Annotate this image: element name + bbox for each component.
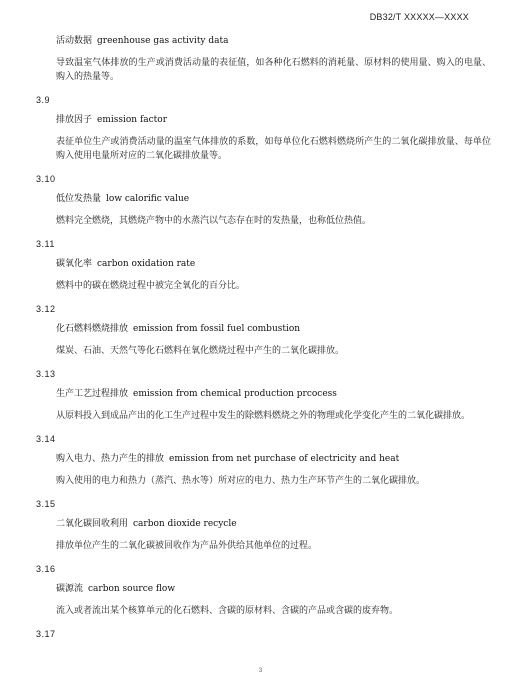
term-title-en: greenhouse gas activity data <box>97 36 229 46</box>
term-title-en: emission from chemical production prcocess <box>133 389 337 399</box>
term-title-zh: 活动数据 <box>56 36 93 46</box>
term-title-en: carbon oxidation rate <box>97 259 196 269</box>
term-title <box>56 453 491 465</box>
term-title <box>56 518 491 530</box>
term-title <box>56 258 491 270</box>
term-number: 3.9 <box>36 95 51 105</box>
page-number: 3 <box>258 668 263 674</box>
term-entry <box>36 369 491 423</box>
term-number: 3.15 <box>36 499 56 509</box>
term-title-en: low calorific value <box>106 194 190 204</box>
term-definition: 购入使用的电力和热力（蒸汽、热水等）所对应的电力、热力生产环节产生的二氧化碳排放。 <box>56 476 426 486</box>
term-title-en: emission factor <box>97 115 168 125</box>
term-definition: 从原料投入到成品产出的化工生产过程中发生的除燃料燃烧之外的物理或化学变化产生的二氧化碳排放。 <box>56 411 471 421</box>
term-title <box>56 114 491 126</box>
term-definition: 表征单位生产或消费活动量的温室气体排放的系数，如每单位化石燃料燃烧所产生的二氧化碳排放量、每单位购入使用电量所对应的二氧化碳排放量等。 <box>56 137 491 161</box>
term-definition: 燃料中的碳在燃烧过程中被完全氧化的百分比。 <box>56 281 246 291</box>
term-title-zh: 生产工艺过程排放 <box>56 389 129 399</box>
term-entry <box>36 239 491 293</box>
term-entry <box>36 95 491 163</box>
term-definition: 流入或者流出某个核算单元的化石燃料、含碳的原材料、含碳的产品或含碳的废弃物。 <box>56 606 399 616</box>
term-title <box>56 35 491 47</box>
term-title-zh: 二氧化碳回收利用 <box>56 519 129 529</box>
document-code: DB32/T XXXXX—XXXX <box>369 12 469 22</box>
term-number: 3.12 <box>36 304 56 314</box>
term-entry <box>36 629 491 639</box>
term-title-en: carbon source flow <box>88 584 176 594</box>
term-number: 3.11 <box>36 239 55 249</box>
term-title <box>56 193 491 205</box>
term-entry <box>36 564 491 618</box>
term-title-zh: 化石燃料燃烧排放 <box>56 324 129 334</box>
term-definition: 排放单位产生的二氧化碳被回收作为产品外供给其他单位的过程。 <box>56 541 318 551</box>
term-title-zh: 购入电力、热力产生的排放 <box>56 454 165 464</box>
term-entry <box>36 434 491 488</box>
term-title <box>56 388 491 400</box>
term-entry <box>36 304 491 358</box>
term-number: 3.16 <box>36 564 56 574</box>
term-entry <box>36 499 491 553</box>
term-entry <box>36 174 491 228</box>
term-title <box>56 583 491 595</box>
term-title-zh: 碳氧化率 <box>56 259 93 269</box>
term-number: 3.10 <box>36 174 56 184</box>
term-number: 3.17 <box>36 629 56 639</box>
term-title-en: carbon dioxide recycle <box>133 519 237 529</box>
terms-section <box>36 35 491 648</box>
term-entry <box>36 35 491 84</box>
term-title-zh: 排放因子 <box>56 115 93 125</box>
term-definition: 导致温室气体排放的生产或消费活动量的表征值，如各种化石燃料的消耗量、原材料的使用量、购入的电量、购入的热量等。 <box>56 58 491 82</box>
term-title-en: emission from net purchase of electricity and heat <box>169 454 400 464</box>
term-title-zh: 低位发热量 <box>56 194 102 204</box>
term-title-en: emission from fossil fuel combustion <box>133 324 301 334</box>
term-definition: 煤炭、石油、天然气等化石燃料在氧化燃烧过程中产生的二氧化碳排放。 <box>56 346 345 356</box>
term-number: 3.14 <box>36 434 56 444</box>
term-title <box>56 323 491 335</box>
term-number: 3.13 <box>36 369 56 379</box>
term-definition: 燃料完全燃烧，其燃烧产物中的水蒸汽以气态存在时的发热量，也称低位热值。 <box>56 216 372 226</box>
term-title-zh: 碳源流 <box>56 584 84 594</box>
